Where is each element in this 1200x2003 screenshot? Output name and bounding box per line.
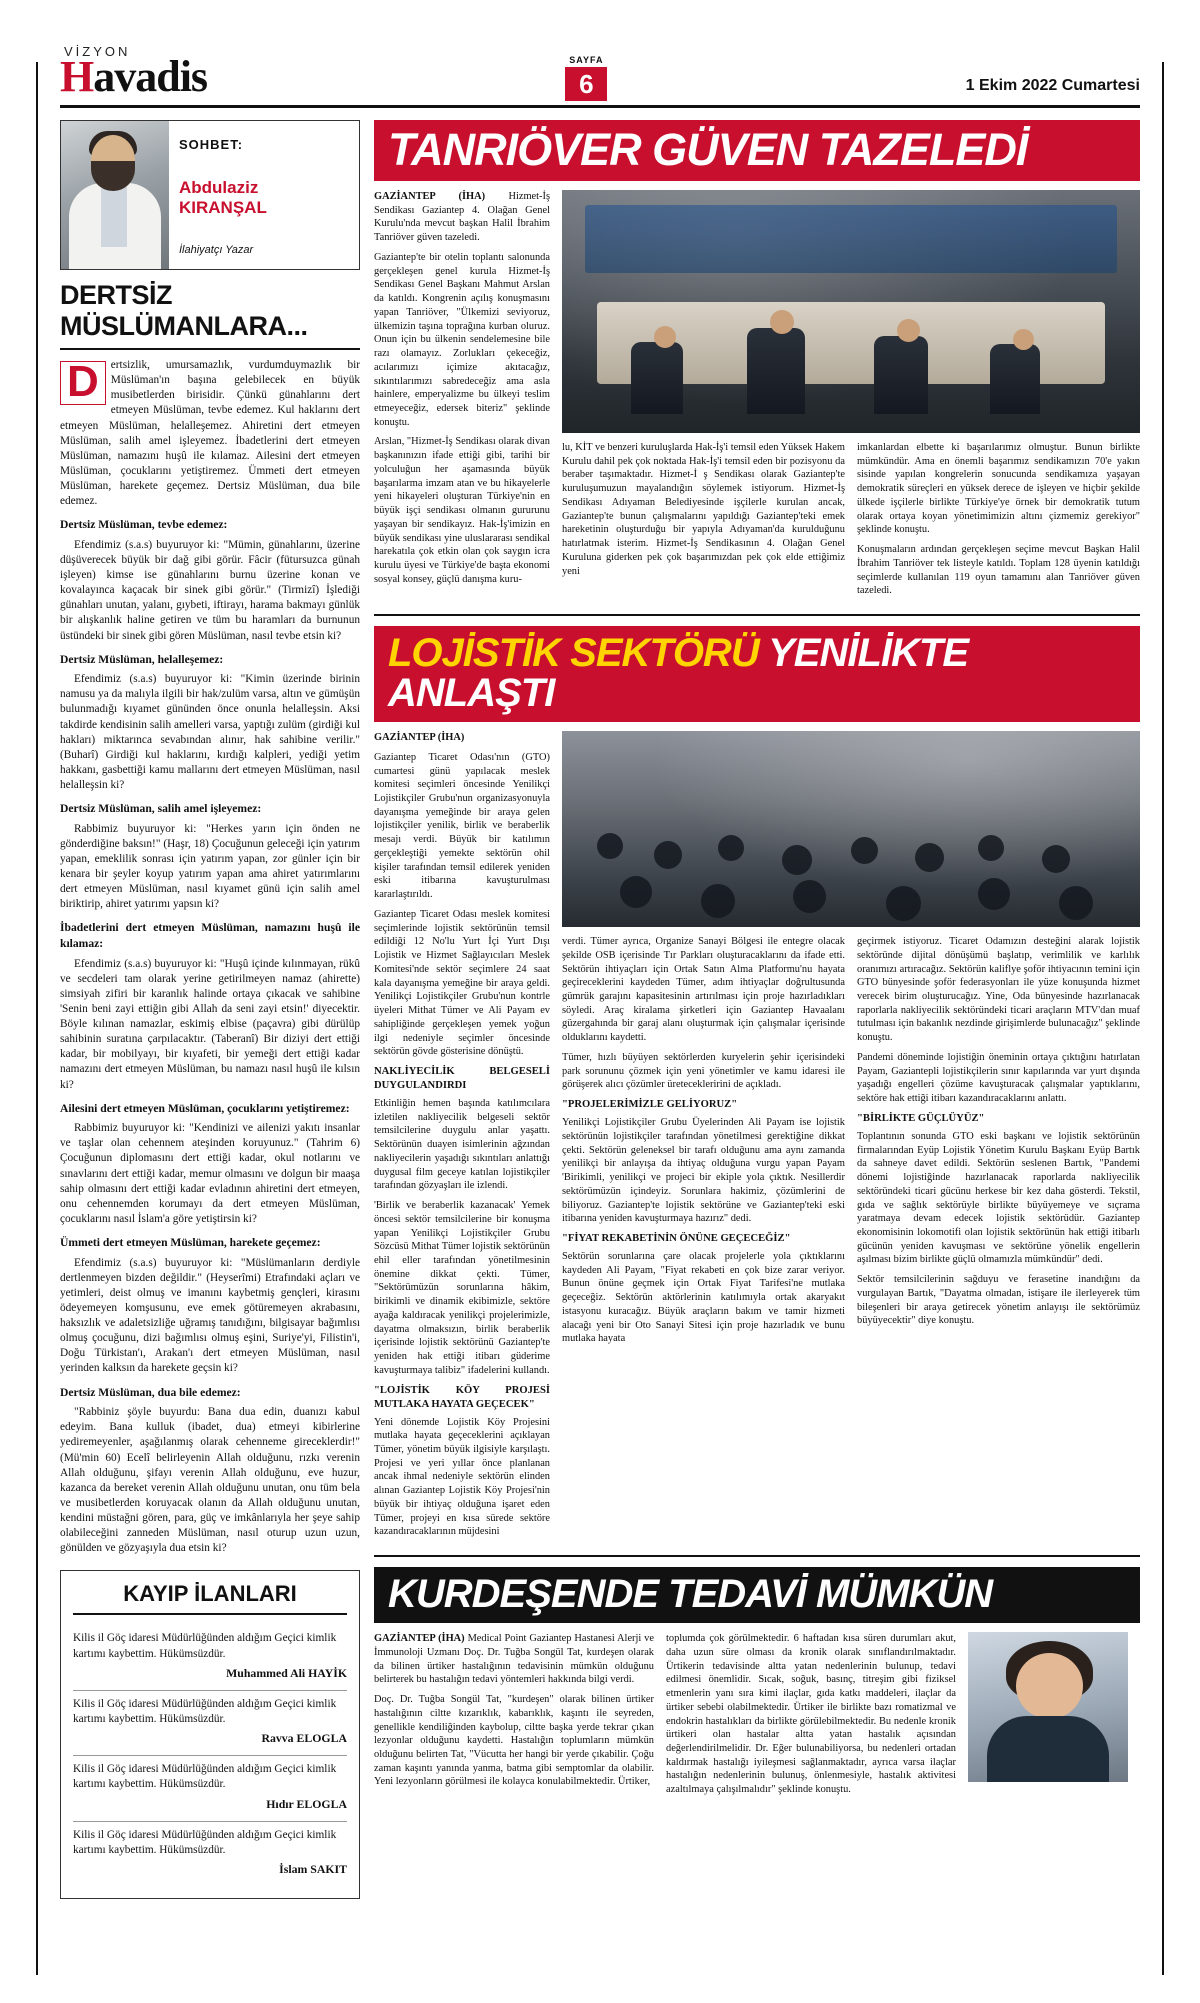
- column-para-4: Efendimiz (s.a.s) buyuruyor ki: "Huşû içinde kılınmayan, rükû ve secdeleri tam olarak yerine getirilmeyen namaz (ahirette) simsiyah zifiri bir karanlık halinde ortaya çıkacak ve sahibine 'Senin beni zayi ettiğin gibi Allah da seni zayi etsin!' diyecektir. Böyle kılınan namazlar, eskimiş elbise (paçavra) gibi dürülüp sahibinin suratına çarpılacaktır. (Taberanî) Bir diziyi dert ettiği kadar, bir mobilyayı, bir kıyafeti, bir yemeği dert ettiği kadar namazını dert etmeyen Müslüman, bu namazı nasıl huşû ile kılsın ki?: [60, 957, 360, 1091]
- page-number: 6: [565, 67, 607, 101]
- article3-col1: [374, 1632, 654, 1803]
- column-para-5: Rabbimiz buyuruyor ki: "Kendinizi ve ailenizi yakıtı insanlar ve taşlar olan cehennem ateşinden koruyunuz." (Tahrim 6) Çocuğunun diplomasını dert ettiği kadar, okul notlarını ve sınavlarını dert ettiği kadar, memur olmasını ve dolgun bir maaşa sahip olmasını dert ettiği kadar evladının ahiretini dert etmeyen, onu cehennemden korumayı da dert etmeyen Müslüman, çocuklarını nasıl İslam'a göre yetiştirsin ki?: [60, 1122, 360, 1225]
- article3-headline: KURDEŞENDE TEDAVİ MÜMKÜN: [374, 1567, 1140, 1623]
- article2-headline-part1: LOJİSTİK SEKTÖRÜ: [388, 631, 759, 676]
- column-para-2: Efendimiz (s.a.s) buyuruyor ki: "Kimin üzerinde birinin namusu ya da malıyla ilgili bir hak/zulüm varsa, altın ve gümüşün bulunmadığı kıyamet gününden önce onunla helalleşsin. Aksi takdirde kendisinin salih amelleri varsa, yaptığı zulüm (girdiği kul hakları) miktarınca sevabından alınır, hak sahibine verilir." (Buharî) Girdiği kul haklarını, kırdığı kalpleri, yediği yetim hakkanı, gasbettiği kamu mallarını dert etmeyen Müslüman, nasıl helalleşsin ki?: [60, 673, 360, 792]
- article3-dateline-para: [374, 1632, 654, 1687]
- column-para-3: Rabbimiz buyuruyor ki: "Herkes yarın için önden ne gönderdiğine baksın!" (Haşr, 18) Çocuğunun geleceği için yatırım yapan, emeklilik sonrası için yatırım yapan, zor günler için bir kenara bir şeyler koyup yatırım yapan ama ahiret yatırımlarını dert etmeyen Müslüman, nasıl kıyamet günü için salih amel biriktirip, ahiret yatırımı yapsın ki?: [60, 822, 360, 911]
- column-lead-text: ertsizlik, umursamazlık, vurdumduymazlık bir Müslüman'ın başına gelebilecek en büyük musibetlerden birisidir. Çünkü günahlarını dert etmeyen Müslüman, tevbe edemez. Kul haklarını dert etmeyen Müslüman, helalleşemez. Ahiretini dert etmeyen Müslüman, salih amel işleyemez. İbadetlerini dert etmeyen Müslüman, namazını huşû ile kılamaz. Ailesini dert etmeyen Müslüman, çocuklarını yetiştiremez. Ümmeti dert etmeyen Müslüman, harekete geçemez. Dertsiz Müslüman, dua bile edemez.: [60, 359, 360, 508]
- article2-col2-p3: Yenilikçi Lojistikçiler Grubu Üyelerinden Ali Payam ise lojistik sektörünün lojistikçiler tarafından yönetilmesi gerektiğine dikkat çekti. Sektörün geleneksel bir tarafı olduğunu ama aynı zamanda yenilikçi bir anlayışa da ihtiyaç olduğuna vurgu yapan Payam 'Birikimli, yenilikçi ve projeci bir ekiple yola çıktık. Nesillerdir sektörümüzün içindeyiz. Sorunlara hakimiz, çözümlerini de biliyoruz. Gaziantep'te lojistik sektörüne ve Gaziantep'teki eski itibarına yeniden kavuşturmaya hazırız" dedi.: [562, 1117, 845, 1225]
- newspaper-page: [0, 34, 1200, 2003]
- article2-col1-p3: Etkinliğin hemen başında katılımcılara izletilen nakliyecilik belgeseli sektör temsilcilerine duygulu anlar yaşattı. Sektörünün duayen isimlerinin ağzından nakliyecilerin yaşadığı sıkıntıları anlattığı duygusal film geceye katılan lojistikçiler tarafından gözyaşları ile izlendi.: [374, 1097, 550, 1192]
- page-border-left: [36, 62, 38, 1975]
- kayip-ilanlari-box: [60, 1570, 360, 1899]
- article1-dateline-para: [374, 190, 550, 245]
- kayip-item: [73, 1691, 347, 1756]
- article3-photo-wrap: [968, 1632, 1128, 1803]
- article2-col2-p1: verdi. Tümer ayrıca, Organize Sanayi Bölgesi ile entegre olacak şekilde OSB içerisinde Tır Parkları oluşturacaklarını da ifade etti. Sektörün ihtiyaçları için Ortak Satın Alma Platformu'nu hayata geçireceklerini kaydeden Tümer, adım ihtiyaçlar doğrultusunda gümrük garajını kapasitesinin artırılması için proje hazırladıkları söyledi. Araç kiralama şirketleri için Gaziantep Havaalanı güzergahında bir garaj alanı oluşturmak için çalışmalar içerisinde olduklarını kaydetti.: [562, 936, 845, 1044]
- column-para-6: Efendimiz (s.a.s) buyuruyor ki: "Müslümanların derdiyle dertlenmeyen bizden değildir." (Heyserîmi) Etrafındaki açları ve yetimleri, deist olmuş ve imanını kaybetmiş gençleri, kirasını ödeyemeyen komşusunu, eve emek götüremeyen akrabasını, haksızlık ve adaletsizliğe uğramış tanıdığını, bilgisayar bağımlısı olmuş çocuğunu, dizi bağımlısı olmuş eşini, Suriye'yi, Filistin'i, Doğu Türkistan'ı, Arakan'ı dert etmeyen Müslüman, nasıl yerinden kalksın da harekete geçsin ki?: [60, 1256, 360, 1375]
- masthead-logo: [60, 44, 207, 105]
- masthead-title: [60, 52, 208, 101]
- sohbet-box: [60, 120, 360, 270]
- article2-subhead-3: "PROJELERİMİZLE GELİYORUZ": [562, 1099, 738, 1111]
- article2-dateline-para: [374, 731, 550, 745]
- article2-col1-p2: Gaziantep Ticaret Odası meslek komitesi seçimlerinde lojistik sektörünün temsil edildiği 12 No'lu Yurt İçi Yurt Dışı Lojistik ve Hizmet Sağlayıcıları Meslek Komitesi'nde sektör seçimlere 24 saat kala dayanışma yemeğine bir araya geldi. Yenilikçi Lojistikçiler Grubu'nun kontrle üyeleri Mithat Tümer ve Ali Payam ev sahipliğinde gerçekleşen yemek yoğun ilgi nedeniyle seçimler öncesinde sektörün gövde gösterisine dönüştü.: [374, 908, 550, 1058]
- kayip-item: [73, 1625, 347, 1690]
- kayip-item-text: Kilis il Göç idaresi Müdürlüğünden aldığım Geçici kimlik kartımı kaybettim. Hükümsüzdür.: [73, 1828, 337, 1856]
- article2-col3-p2: Pandemi döneminde lojistiğin öneminin ortaya çıktığını hatırlatan Payam, Gaziantepli lojistikçilerin sınır kapılarında var yurt dışında yaşadığı engelleri çözüme kavuşturacak çalışmalar yaptıklarını, sektöre hak ettiği itibarı kazandıracaklarını anlattı.: [857, 1051, 1140, 1105]
- article3-grid: [374, 1632, 1140, 1803]
- article3-col2-p1: toplumda çok görülmektedir. 6 haftadan kısa süren durumları akut, daha uzun süre olması da kronik olarak sınıflandırılmaktadır. Ürtikerin tedavisinde altta yatan nedenlerinin bulunup, tedavi edilmesi önemlidir. Sıcak, soğuk, basınç, titreşim gibi fiziksel etmenlerin yanı sıra kimi ilaçlar, gıda katkı maddeleri, ilaçlar da ürtiker sebebi olabilmektedir. Ürtiker ile birlikte bazı romatizmal ve endokrin hastalıkları da birlikte görülebilmektedir. Bu nedenle kronik ürtikeri olan hastalar altta yatan hastalık açısından değerlendirilmelidir. Dr. Eğer bulunabiliyorsa, bu nedenleri ortadan kaldırmak hastalığı iyileşmesi sağlanmaktadır, ayrıca varsa ilaçlar hastalığın nedenlerinin bulunuş, önlenmesiyle, hastalık aktivitesi azaltılmaya çalışılmalıdır" şeklinde konuştu.: [666, 1633, 956, 1796]
- kayip-item-text: Kilis il Göç idaresi Müdürlüğünden aldığım Geçici kimlik kartımı kaybettim. Hükümsüzdür.: [73, 1763, 337, 1791]
- article1-photo-and-text: [562, 190, 1140, 604]
- article1-col3-p1: imkanlardan elbette ki başarılarımız olmuştur. Bunun birlikte mümkündür. Ama en önemli başarımız sendikamızın 70'e yakın sisinde yapılan kongrelerin sonucunda sendikamıza yaşayan demokratik süreçleri en yüksek derece de işleyen ve hiçbir şekilde ülkede işçilerle birlikte Türkiye'ye örnek bir demokratik tutum olarak ortaya koyan yönetimimizin altını çizmemiz gerekiyor" şeklinde konuştu.: [857, 442, 1140, 536]
- article2-subhead-4: "FİYAT REKABETİNİN ÖNÜNE GEÇECEĞİZ": [562, 1233, 791, 1244]
- kayip-item-name: Muhammed Ali HAYİK: [226, 1665, 347, 1680]
- column-para-7: "Rabbiniz şöyle buyurdu: Bana dua edin, duanızı kabul edeyim. Bana kulluk (ibadet, dua) etmeyi kibirlerine yediremeyenler, aşağılanmış olarak cehenneme gireceklerdir!" (Mü'min 60) Ecelî belirleyenin Allah olduğunu, rızkı verenin Allah olduğunu, şifayı verenin Allah olduğunu, eve huzur, kazanca da bereket verenin Allah olduğunu unutan, onu tüm bela ve musibetlerden koruyacak olanın da Allah olduğunu unutan, kendini müstağni gören, para, güç ve imkânlarıyla her şeye sahip olabileceğini zanneden Müslüman, nasıl oturup uzun uzun, gönülden ve gözyaşıyla dua etsin ki?: [60, 1406, 360, 1555]
- article2-col1-p4: 'Birlik ve beraberlik kazanacak' Yemek öncesi sektör temsilcilerine bir konuşma yapan Yenilikçi Lojistikçiler Grubu Sözcüsü Mithat Tümer lojistik sektörünün ehil eller tarafından yönetilmesinin önemine dikkat çekti. Tümer, "Sektörümüzün sorunlarına hâkim, birikimli ve dinamik ekibimizle, sektöre ayağa kaldıracak yenilikçi projelerimizle, dayatma olmaksızın, birlik beraberlik içerisinde lojistik sektörünü Gaziantep'te yeniden hak ettiği itibarı güderime kavuşturmaya talibiz" ifadelerini kullandı.: [374, 1200, 550, 1376]
- divider-1: [374, 614, 1140, 616]
- article1-dateline: GAZİANTEP (İHA): [374, 191, 486, 202]
- column-subhead-2: Dertsiz Müslüman, helalleşemez:: [60, 652, 224, 666]
- article1-grid: [374, 190, 1140, 604]
- article2-col3-p4: Sektör temsilcilerinin sağduyu ve ferasetine inandığını da vurgulayan Bartık, "Dayatma olmadan, istişare ile ilerleyerek tüm bileşenleri bir araya getirecek yönetim anlayışı ile sektörümüz büyüyecektir" diye konuştu.: [857, 1274, 1140, 1327]
- article2-photo: [562, 731, 1140, 927]
- article2-col2-p2: Tümer, hızlı büyüyen sektörlerden kuryelerin şehir içerisindeki park sorununu çözmek için yeni yönetimler ve kamu idaresi ile görüşerek alıcı çözümler üretecekleririni de açıkladı.: [562, 1051, 845, 1091]
- article3-dateline: GAZİANTEP (İHA): [374, 1633, 465, 1645]
- article2-subhead-5: "BİRLİKTE GÜÇLÜYÜZ": [857, 1112, 985, 1124]
- article2-col1-p1: Gaziantep Ticaret Odası'nın (GTO) cumartesi günü yapılacak meslek komitesi seçimleri öncesinde Yenilikçi Lojistikçiler Grubu'nun organizasyonuyla dayanışma yemeğinde bir araya gelen lojistikçiler yenilik, birlik ve beraberlik mesajı verdi. Büyük bir katılımın gerçekleştiği yemekte sektörün ohil kişiler tarafından temsil edilerek yeniden eski itibarına kavuşturulması kararlaştırıldı.: [374, 751, 550, 901]
- sohbet-label: SOHBET:: [179, 137, 244, 152]
- article3-col2: [666, 1632, 956, 1803]
- kayip-item-name: İslam SAKIT: [279, 1862, 347, 1877]
- masthead-vizyon: VİZYON: [64, 44, 131, 59]
- left-column: [60, 120, 360, 1899]
- masthead-title-initial: H: [60, 52, 94, 101]
- column-subhead-7: Dertsiz Müslüman, dua bile edemez:: [60, 1385, 241, 1399]
- article1-col1-p2: Gaziantep'te bir otelin toplantı salonunda gerçekleşen genel kurula Hizmet-İş Sendikası Genel Başkanı Mahmut Arslan da katıldı. Kongrenin açılış konuşmasını yapan Tanriöver, "Ülkemizi seviyoruz, ülkemizin taşına toprağına kurban oluruz. Onun için bu ülkenin sendelemesine bile razı olamayız. Zorlukları çekeceğiz, acılarımızı içimize akıtacağız, sıkıntılarımızı sabredeceğiz ama asla hainlere, emperyalizme bu ülkeyi teslim etmeyeceğiz, edersek biteriz" şeklinde konuştu.: [374, 251, 550, 428]
- article2-headline: [374, 626, 1140, 722]
- column-para-1: Efendimiz (s.a.s) buyuruyor ki: "Mümin, günahlarını, üzerine düşüverecek büyük bir dağ gibi görür. Fâcir (fütursuzca günah işleyen) kimse ise günahlarını burnu üzerine konan ve kovalayınca kaçacak bir sinek gibi görür." (Tirmizî) İşlediği günahları unutan, yalanı, gıybeti, iftirayı, harama bakmayı günlük bir alışkanlık haline getiren ve tüm bu haramları da burnunun üstündeki bir sinek gibi gören Müslüman, nasıl tevbe etsin ki?: [60, 538, 360, 642]
- article1-col1-p3: Arslan, "Hizmet-İş Sendikası olarak divan başkanınızın ifade ettiği gibi, tarihi bir yolculuğun her aşamasında büyük başarılarma imzam atan ve bu hikayelerle yeni hikayeleri oluşturan Türkiye'nin en büyük işçi sendikası olmanın gururunu yaşayan bir sendikayız. Hak-İş'imizin en büyük sendikası yine uluslararası sendikal harekatıla çok etkin olan çok saygın icra kurulu üyesi ve Türkiye'de başta ekonomi sosyal konsey, güçlü danışma kuru-: [374, 436, 550, 585]
- column-subhead-1: Dertsiz Müslüman, tevbe edemez:: [60, 518, 228, 532]
- column-title: DERTSİZ MÜSLÜMANLARA...: [60, 280, 360, 350]
- article3-col1-p2: Doç. Dr. Tuğba Songül Tat, "kurdeşen" olarak bilinen ürtiker hastalığının ciltte kızarıklık, kabarıklık, kaşıntı ile seyreden, genellikle kendiliğinden kaybolup, ciltte başka yerde tekrar çıkan lezyonlar olduğunu kaydetti. Hastalığın toplumların mümkün olduğunu belirten Tat, "Vücutta her hangi bir yerde çıkabilir. Çoğu zaman kaşıntı yanında yanma, batma gibi semptomlar da olabilir. Yeni lezyonların görülmesi ile kolayca konulabilmektedir. Ürtiker,: [374, 1694, 654, 1788]
- article2-col3-p3: Toplantının sonunda GTO eski başkanı ve lojistik sektörünün firmalarından Eyüp Lojistik Yönetim Kurulu Başkanı Eyüp Bartık da sahneye davet edildi. Sektörün seslenen Bartık, "Pandemi dönemi lojistiğinde hazırlanacak raporlarda nakliyecilik sektöründeki ticari gücünu herkese bir kez daha gösterdi. Tekstil, gıda ve sağlık sektörüyle birlikte büyüyemeye ve sıçrama yaratmaya devam edecek lojistik sektörüdür. Gaziantep ekonomisinin lokomotifi olan lojistik sektörünün hak ettiği itibarlı gücünün yeniden kavuşması ve sektörüne yönelik engellerin aşılması bizim birlikte güçlü olmamızla mümkündür" dedi.: [857, 1130, 1140, 1266]
- divider-2: [374, 1555, 1140, 1557]
- article2-photo-and-text: [562, 731, 1140, 1545]
- page-content: [60, 120, 1140, 1899]
- article1-col2-p1: lu, KİT ve benzeri kuruluşlarda Hak-İş'i temsil eden Yüksek Hakem Kurulu dahil pek çok noktada Hak-İş'i temsil eden bir pozisyonu da beraber taşımaktadır. Hizmet-İ ş Sendikası olarak Gaziantep'te kuruluşumuzun mayalandığın söylemek istiyorum. Hizmet-İş Sendikası Adıyaman Belediyesinde işçilerle kurulan ancak, Gaziantep'te bunun çalışmalarını yapıldığı Gaziantep'teki emek hareketinin oluşturduğu bir yapıyla Adıyaman'da kurulduğunu hatırlatmak isterim. Hizmet-İş Sendikasının 4. Olağan Genel Kuruluna giderken pek çok başarımızdan pek çok elde ettiğimiz yeni: [562, 442, 845, 577]
- article2-col3: [857, 935, 1140, 1352]
- article3-col1-p1: Medical Point Gaziantep Hastanesi Alerji ve İmmunoloji Uzmanı Doç. Dr. Tuğba Songül Tat, kurdeşen olarak da bilinen ürtiker hastalığının tedavisinin mümkün olduğunu belirterek bu hastalığın tedavi yöntemleri hakkında bilgi verdi.: [374, 1633, 654, 1686]
- kayip-item-name: Hıdır ELOGLA: [266, 1796, 347, 1811]
- article1-photo: [562, 190, 1140, 433]
- article2-col1-p5: Yeni dönemde Lojistik Köy Projesini mutlaka hayata geçeceklerini açıklayan Tümer, yönetim büyük ilgisiyle karşılaştı. Projesi ve yeri yıllar önce planlanan ancak ihmal nedeniyle sektörün elinden alınan Gaziantep Lojistik Köy Projesi'nin büyük bir ihtiyaç olduğuna işaret eden Tümer, projeyi en kısa sürede sektöre kazandıracaklarının müjdesini: [374, 1416, 550, 1538]
- article1-col3: [857, 441, 1140, 604]
- kayip-item: [73, 1822, 347, 1886]
- article1-col1: [374, 190, 550, 604]
- kayip-item: [73, 1756, 347, 1821]
- article1-col2: [562, 441, 845, 604]
- column-body: [60, 358, 360, 1556]
- article1-col3-p2: Konuşmaların ardından gerçekleşen seçime mevcut Başkan Halil İbrahim Tanriöver tek listeyle katıldı. Toplam 128 üyenin katıldığı seçimlerde kullanılan 119 oyun tamamını alan Tanriöver güven tazeledi.: [857, 544, 1140, 597]
- masthead-title-rest: avadis: [93, 52, 208, 101]
- right-column: [374, 120, 1140, 1899]
- kayip-item-text: Kilis il Göç idaresi Müdürlüğünden aldığım Geçici kimlik kartımı kaybettim. Hükümsüzdür.: [73, 1697, 337, 1726]
- author-photo: [61, 121, 169, 270]
- article2-grid-top: [374, 731, 1140, 1545]
- article2-headline-part2: YENİLİKTE ANLAŞTI: [388, 631, 968, 716]
- column-subhead-6: Ümmeti dert etmeyen Müslüman, harekete geçemez:: [60, 1236, 321, 1250]
- author-role: İlahiyatçı Yazar: [179, 244, 254, 256]
- page-border-right: [1162, 62, 1164, 1975]
- sohbet-text: [179, 137, 349, 256]
- dropcap: D: [60, 361, 106, 405]
- column-lead-paragraph: [60, 358, 360, 509]
- kayip-item-name: Ravva ELOGLA: [261, 1731, 347, 1746]
- article2-subhead-2: "LOJİSTİK KÖY PROJESİ MUTLAKA HAYATA GEÇECEK": [374, 1384, 550, 1410]
- column-subhead-4: İbadetlerini dert etmeyen Müslüman, namazını huşû ile kılamaz:: [60, 921, 360, 950]
- article2-subhead-1: NAKLİYECİLİK BELGESELİ DUYGULANDIRDI: [374, 1065, 550, 1091]
- article2-col1: [374, 731, 550, 1545]
- author-name: Abdulaziz KIRANŞAL: [179, 178, 267, 217]
- article2-col3-p1: geçirmek istiyoruz. Ticaret Odamızın desteğini alarak lojistik sektöründe dijital dönüşümü başlatıp, verimlilik ve karlılık oranımızı artıracağız. Sektörün kaliflye şoför ihtiyacının temini için GTO bünyesinde şoför federasyonları ile yüze konuşunda hizmet verecek birim oluşturucağız. Yine, Oda bünyesinde hazırlanacak raporlarla nakliyecilik sektöründeki ticari araçların MTV'dan muaf tutulması için bakanlık nezdinde girişimlerde bulunacağız" şeklinde konuştu.: [857, 936, 1140, 1044]
- column-subhead-3: Dertsiz Müslüman, salih amel işleyemez:: [60, 802, 262, 816]
- sayfa-label: SAYFA: [569, 55, 604, 65]
- article2-col2-p4: Sektörün sorunlarına çare olacak projelerle yola çıktıklarını kaydeden Ali Payam, "Fiyat rekabeti en çok bize zarar veriyor. Bunun önüne geçmek için Ortak Fiyat Tarifesi'ne mutlaka geçeceğiz. Sektörün aktörlerinin katılımıyla ortak akaryakıt istasyonu kuracağız. Büyük araçların bakım ve tamir hizmeti alacağı yeni bir Oto Sanayi Sitesi için proje hazırladık ve bunu mutlaka hayata: [562, 1250, 845, 1345]
- issue-date: 1 Ekim 2022 Cumartesi: [965, 77, 1140, 94]
- kayip-item-text: Kilis il Göç idaresi Müdürlüğünden aldığım Geçici kimlik kartımı kaybettim. Hükümsüzdür.: [73, 1632, 337, 1660]
- kayip-title: KAYIP İLANLARI: [73, 1581, 347, 1615]
- article1-col1-p1: Hizmet-İş Sendikası Gaziantep 4. Olağan Genel Kurulu'nda mevcut başkan Halil İbrahim Tanriöver güven tazeledi.: [374, 191, 550, 244]
- column-subhead-5: Ailesini dert etmeyen Müslüman, çocuklarını yetiştiremez:: [60, 1101, 350, 1115]
- article3-photo: [968, 1632, 1128, 1782]
- page-number-block: [565, 55, 607, 105]
- article1-headline: TANRIÖVER GÜVEN TAZELEDİ: [374, 120, 1140, 181]
- article2-col2: [562, 935, 845, 1352]
- masthead: [60, 34, 1140, 108]
- article2-dateline: GAZİANTEP (İHA): [374, 732, 465, 744]
